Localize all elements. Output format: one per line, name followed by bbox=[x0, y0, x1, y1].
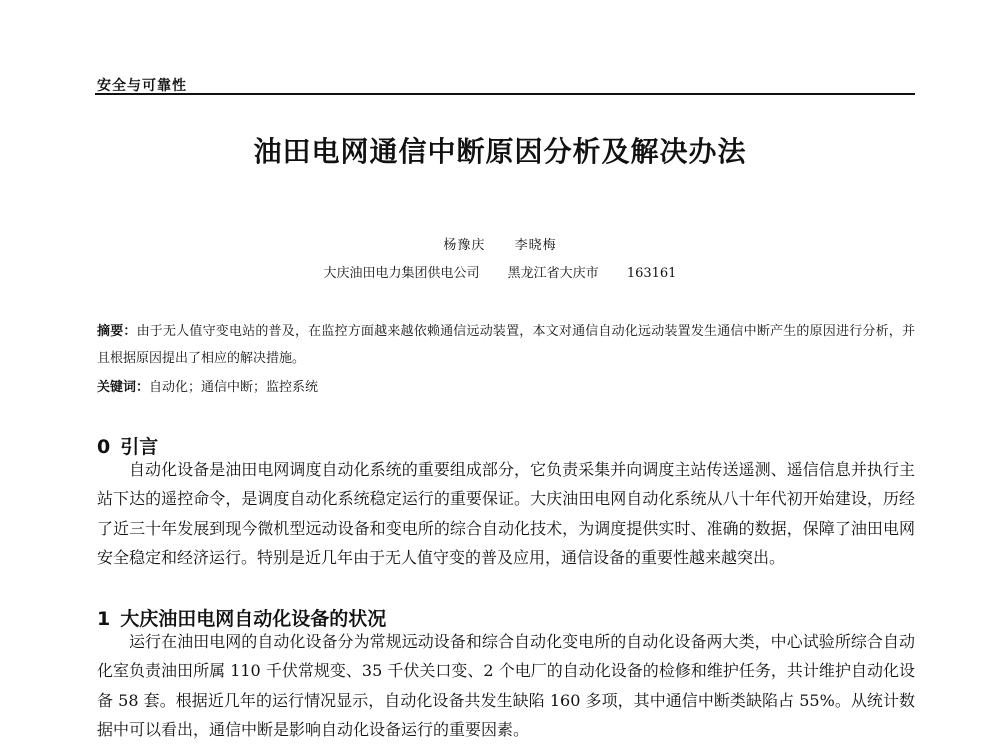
affiliation bbox=[0, 262, 1000, 281]
affiliation-postcode: 163161 bbox=[626, 266, 677, 281]
author-name: 杨豫庆 bbox=[443, 238, 486, 253]
author-name: 李晓梅 bbox=[514, 238, 557, 253]
affiliation-location: 黑龙江省大庆市 bbox=[507, 266, 599, 281]
abstract bbox=[97, 318, 915, 372]
section-number: 1 bbox=[97, 608, 111, 630]
keywords bbox=[97, 377, 915, 399]
keywords-text: 自动化；通信中断；监控系统 bbox=[149, 380, 319, 395]
section-title: 引言 bbox=[120, 436, 159, 458]
section-paragraph: 运行在油田电网的自动化设备分为常规远动设备和综合自动化变电所的自动化设备两大类，中心试验所综合自动化室负责油田所属 110 千伏常规变、35 千伏关口变、2 个电厂的自动化设备的检修和维护任务，共计维护自动化设备 58 套。根据近几年的运行情况显示，自动化设备共发生缺陷 160 多项，其中通信中断类缺陷占 55%。从统计数据中可以看出，通信中断是影响自动化设备运行的重要因素。 bbox=[97, 632, 915, 740]
author-list bbox=[0, 234, 1000, 253]
affiliation-org: 大庆油田电力集团供电公司 bbox=[323, 266, 480, 281]
section-number: 0 bbox=[97, 436, 111, 458]
header-divider bbox=[95, 93, 915, 95]
section-title: 大庆油田电网自动化设备的状况 bbox=[120, 608, 387, 630]
abstract-label: 摘要： bbox=[97, 324, 137, 339]
keywords-label: 关键词： bbox=[97, 380, 150, 395]
running-header: 安全与可靠性 bbox=[97, 78, 187, 94]
abstract-text: 由于无人值守变电站的普及，在监控方面越来越依赖通信远动装置，本文对通信自动化远动装置发生通信中断产生的原因进行分析，并且根据原因提出了相应的解决措施。 bbox=[97, 324, 915, 366]
paper-title: 油田电网通信中断原因分析及解决办法 bbox=[253, 135, 747, 168]
section-paragraph: 自动化设备是油田电网调度自动化系统的重要组成部分，它负责采集并向调度主站传送遥测、遥信信息并执行主站下达的遥控命令，是调度自动化系统稳定运行的重要保证。大庆油田电网自动化系统从八十年代初开始建设，历经了近三十年发展到现今微机型远动设备和变电所的综合自动化技术，为调度提供实时、准确的数据，保障了油田电网安全稳定和经济运行。特别是近几年由于无人值守变的普及应用，通信设备的重要性越来越突出。 bbox=[97, 460, 915, 568]
